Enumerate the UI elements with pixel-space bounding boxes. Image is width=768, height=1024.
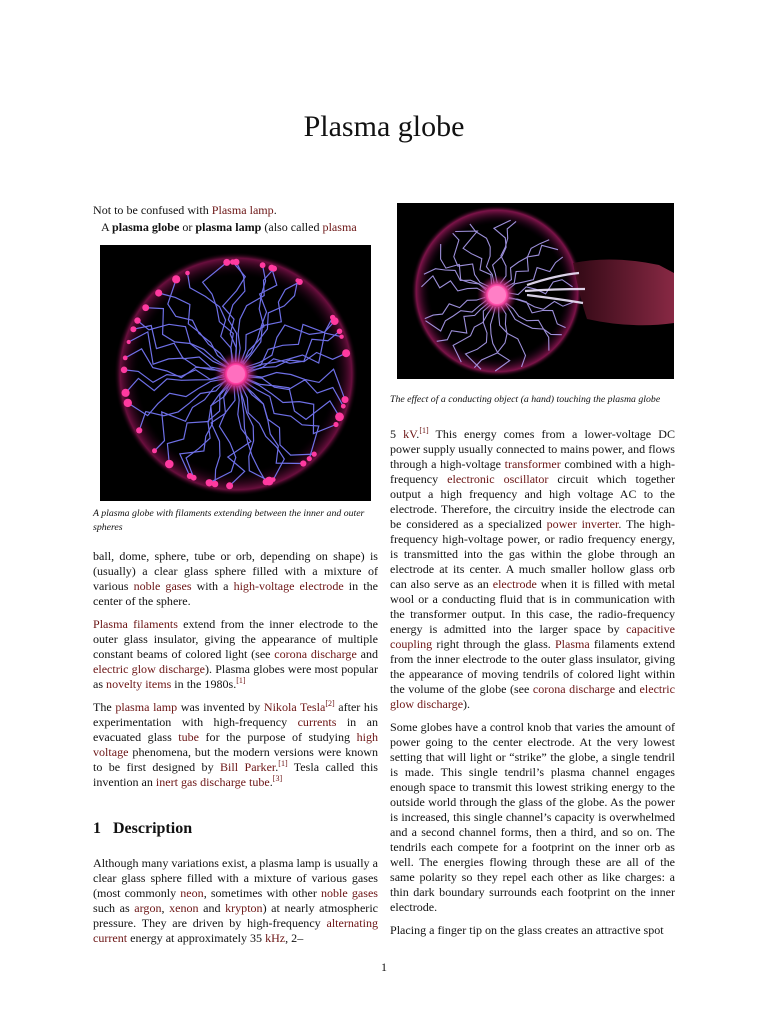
- section-heading-description: [93, 820, 378, 838]
- link-krypton[interactable]: krypton: [225, 901, 263, 915]
- section-title: Description: [113, 820, 193, 837]
- filament-tip-glow: [165, 460, 174, 469]
- figure-caption-left: A plasma globe with filaments extending between the inner and outer spheres: [93, 508, 365, 533]
- link-plasma-filaments[interactable]: Plasma filaments: [93, 617, 178, 631]
- intro-first-line: A plasma globe or plasma lamp (also called plasma: [101, 220, 357, 234]
- filament-tip-glow: [337, 329, 343, 335]
- figure-hand-touching-globe: [397, 203, 674, 379]
- filament-tip-glow: [223, 259, 230, 266]
- link-neon[interactable]: neon: [180, 886, 204, 900]
- filament-tip-glow: [333, 422, 338, 427]
- section-number: 1: [93, 820, 101, 837]
- filament-tip-glow: [307, 456, 312, 461]
- bold-term: plasma globe: [112, 220, 180, 234]
- paragraph-description: Although many variations exist, a plasma lamp is usually a clear glass sphere filled with a mixture of various gases (most commonly neon, sometimes with other noble gases such as argon, xenon and krypton) at nearly atmospheric pressure. They are driven by high-frequency alternating current energy at approximately 35 kHz, 2–: [93, 856, 379, 945]
- filament-tip-glow: [172, 275, 180, 283]
- citation-ref[interactable]: [2]: [325, 698, 335, 708]
- link-nikola-tesla[interactable]: Nikola Tesla: [263, 700, 326, 714]
- link-inert-gas-discharge-tube[interactable]: inert gas discharge tube: [155, 775, 270, 789]
- link-capacitive-coupling[interactable]: capacitive coupling: [390, 622, 675, 651]
- link-bill-parker[interactable]: Bill Parker: [220, 760, 276, 774]
- filament-tip-glow: [226, 482, 233, 489]
- paragraph-power-supply: 5 kV.[1] This energy comes from a lower-voltage DC power supply usually connected to mains power, and flows through a high-voltage transformer combined with a high-frequency electronic oscillator circuit which together output a high frequency and high voltage AC to the electrode. Therefore, the circuitry inside the electrode can be considered as a specialized power inverter. The high-frequency high-voltage power, or radio frequency energy, is transmitted into the gas within the globe through an electrode at its center. A much smaller hollow glass orb can also serve as an electrode when it is filled with metal wool or a conducting fluid that is in communication with the transformer output. In this case, the radio-frequency energy is admitted into the larger space by capacitive coupling right through the glass. Plasma filaments extend from the inner electrode to the outer glass insulator, giving the appearance of moving tendrils of colored light within the volume of the globe (see corona discharge and electric glow discharge).: [390, 425, 676, 711]
- link-plasma[interactable]: plasma: [322, 220, 357, 234]
- filament-tip-glow: [142, 304, 149, 311]
- filament-tip-glow: [124, 399, 132, 407]
- filament-tip-glow: [136, 427, 142, 433]
- link-plasma-lamp[interactable]: Plasma lamp: [211, 203, 274, 217]
- paragraph-filaments: Plasma filaments extend from the inner electrode to the outer glass insulator, giving the appearance of multiple constant beams of colored light (see corona discharge and electric glow discharge). Plasma globes were most popular as novelty items in the 1980s.[1]: [93, 617, 379, 691]
- filament-tip-glow: [268, 265, 274, 271]
- paragraph-history: The plasma lamp was invented by Nikola Tesla[2] after his experimentation with high-frequency currents in an evacuated glass tube for the purpose of studying high voltage phenomena, but the modern versions were known to be first designed by Bill Parker.[1] Tesla called this invention an inert gas discharge tube.[3]: [93, 698, 378, 789]
- filament-tip-glow: [212, 481, 219, 488]
- paragraph-control-knob: Some globes have a control knob that varies the amount of power going to the center electrode. At the very lowest setting that will light or “strike” the globe, a single tendril is made. This single tendril’s plasma channel engages enough space to transmit this lowest striking energy to the outside world through the glass of the globe. As the power is increased, this single channel’s capacity is overwhelmed and a second channel forms, then a third, and so on. The tendrils each compete for a footprint on the inner orb as well. The energies flowing through these are all of the same polarity so they repel each other as like charges: a thin dark boundary surrounds each footprint on the inner electrode.: [390, 720, 675, 914]
- link-currents[interactable]: currents: [297, 715, 337, 729]
- page-title: Plasma globe: [303, 110, 465, 143]
- paragraph-definition: ball, dome, sphere, tube or orb, depending on shape) is (usually) a clear glass sphere filled with a mixture of various noble gases with a high-voltage electrode in the center of the sphere.: [93, 549, 378, 608]
- link-electrode[interactable]: electrode: [299, 579, 344, 593]
- filament-tip-glow: [300, 460, 306, 466]
- filament-tip-glow: [185, 271, 190, 276]
- filament-tip-glow: [134, 317, 140, 323]
- filament-tip-glow: [330, 315, 335, 320]
- link-alternating-current[interactable]: alternating current: [93, 916, 378, 945]
- figure-caption-right: The effect of a conducting object (a hand) touching the plasma globe: [390, 394, 661, 405]
- page-number: 1: [381, 960, 387, 974]
- paragraph-finger-tip: Placing a finger tip on the glass creates an attractive spot: [390, 923, 664, 937]
- filament-tip-glow: [130, 326, 136, 332]
- filament-tip-glow: [152, 448, 157, 453]
- filament-tip-glow: [122, 389, 130, 397]
- filament-tip-glow: [206, 479, 213, 486]
- filament-tip-glow: [341, 404, 346, 409]
- link-novelty-items[interactable]: novelty items: [106, 677, 172, 691]
- citation-ref[interactable]: [3]: [272, 773, 283, 783]
- citation-ref[interactable]: [1]: [278, 758, 288, 768]
- filament-tip-glow: [121, 367, 128, 374]
- citation-ref[interactable]: [1]: [419, 425, 429, 435]
- filament-tip-glow: [339, 335, 343, 339]
- filament-tip-glow: [233, 259, 240, 266]
- figure-plasma-globe-filaments: [100, 245, 371, 501]
- filament-tip-glow: [297, 279, 303, 285]
- link-power-inverter[interactable]: power inverter: [546, 517, 619, 531]
- link-tube[interactable]: tube: [178, 730, 200, 744]
- link-electronic-oscillator[interactable]: electronic oscillator: [447, 472, 549, 486]
- link-khz[interactable]: kHz: [265, 931, 286, 945]
- hatnote: Not to be confused with Plasma lamp.: [93, 203, 277, 217]
- citation-ref[interactable]: [1]: [236, 675, 246, 685]
- filament-tip-glow: [127, 340, 131, 344]
- link-electrode[interactable]: electrode: [492, 577, 537, 591]
- link-corona-discharge[interactable]: corona discharge: [274, 647, 357, 661]
- bold-term: plasma lamp: [195, 220, 262, 234]
- link-plasma-lamp[interactable]: plasma lamp: [115, 700, 178, 714]
- link-noble-gases[interactable]: noble gases: [320, 886, 378, 900]
- link-argon[interactable]: argon: [134, 901, 162, 915]
- plasma-globe-image: [100, 245, 371, 501]
- link-corona-discharge[interactable]: corona discharge: [532, 682, 616, 696]
- filament-tip-glow: [335, 412, 344, 421]
- filament-tip-glow: [187, 473, 193, 479]
- filament-tip-glow: [123, 356, 128, 361]
- link-high-voltage[interactable]: high-voltage: [233, 579, 295, 593]
- link-plasma[interactable]: Plasma: [554, 637, 590, 651]
- filament-tip-glow: [342, 349, 350, 357]
- filament-tip-glow: [342, 396, 349, 403]
- right-column: [390, 203, 675, 946]
- link-transformer[interactable]: transformer: [504, 457, 561, 471]
- link-electric-glow-discharge[interactable]: electric glow discharge: [93, 662, 205, 676]
- filament-tip-glow: [265, 477, 274, 486]
- link-xenon[interactable]: xenon: [169, 901, 199, 915]
- link-electric-glow-discharge[interactable]: electric glow discharge: [390, 682, 675, 711]
- hand-touching-globe-image: [397, 203, 674, 379]
- left-column: [93, 203, 378, 954]
- filament-tip-glow: [260, 262, 266, 268]
- link-high-voltage[interactable]: high voltage: [93, 730, 378, 759]
- filament-tip-glow: [312, 452, 317, 457]
- link-noble-gases[interactable]: noble gases: [133, 579, 192, 593]
- filament-tip-glow: [155, 289, 162, 296]
- link-kv[interactable]: kV: [403, 427, 417, 441]
